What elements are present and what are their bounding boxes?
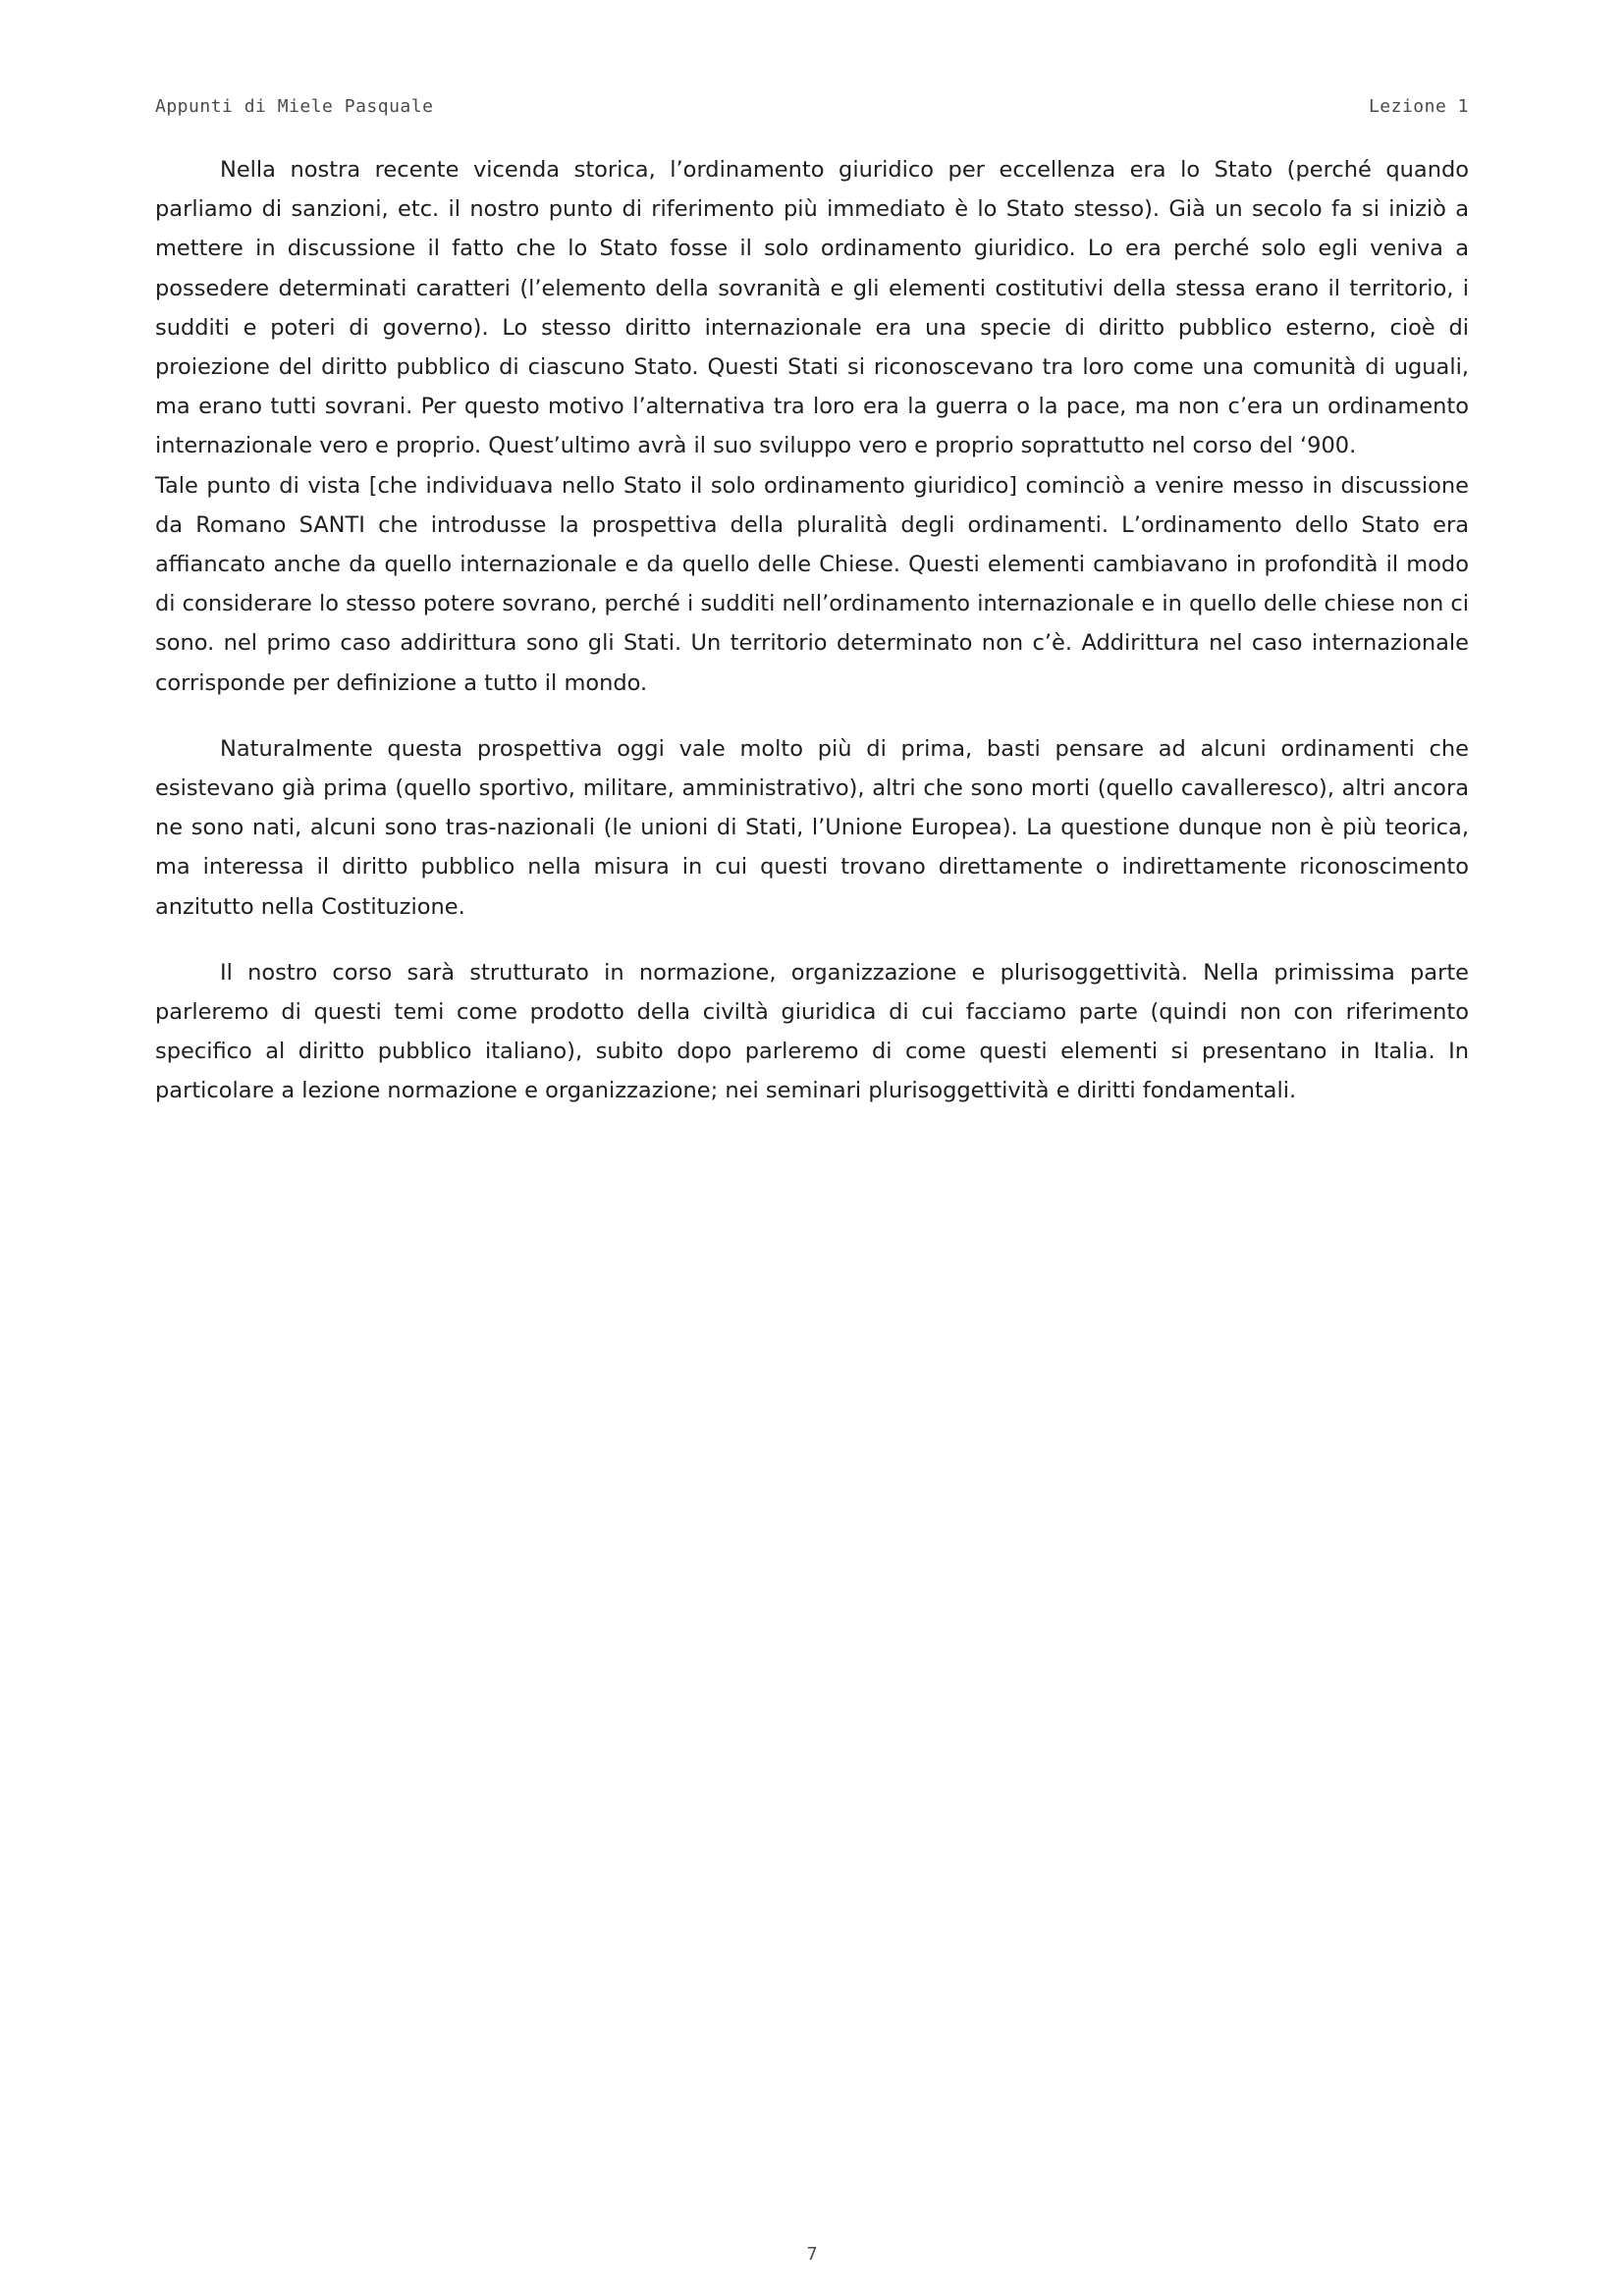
paragraph-3: Naturalmente questa prospettiva oggi vale molto più di prima, basti pensare ad alcuni ordinamenti che esistevano già prima (quello sportivo, militare, amministrativo), altri che sono morti (quello cavalleresco), altri ancora ne sono nati, alcuni sono tras-nazionali (le unioni di Stati, l’Unione Europea). La questione dunque non è più teorica, ma interessa il diritto pubblico nella misura in cui questi trovano direttamente o indirettamente riconoscimento anzitutto nella Costituzione. (155, 735, 1469, 920)
header-lesson: Lezione 1 (1368, 96, 1469, 117)
paragraph-2: Tale punto di vista [che individuava nello Stato il solo ordinamento giuridico] cominciò a venire messo in discussione da Romano SANTI che introdusse la prospettiva della pluralità degli ordinamenti. L’ordinamento dello Stato era affiancato anche da quello internazionale e da quello delle Chiese. Questi elementi cambiavano in profondità il modo di considerare lo stesso potere sovrano, perché i sudditi nell’ordinamento internazionale e in quello delle chiese non ci sono. nel primo caso addirittura sono gli Stati. Un territorio determinato non c’è. Addirittura nel caso internazionale corrisponde per definizione a tutto il mondo. (155, 472, 1469, 696)
document-body (155, 150, 1469, 1111)
paragraph-4: Il nostro corso sarà strutturato in normazione, organizzazione e plurisoggettività. Nella primissima parte parleremo di questi temi come prodotto della civiltà giuridica di cui facciamo parte (quindi non con riferimento specifico al diritto pubblico italiano), subito dopo parleremo di come questi elementi si presentano in Italia. In particolare a lezione normazione e organizzazione; nei seminari plurisoggettività e diritti fondamentali. (155, 959, 1469, 1104)
paragraph-1: Nella nostra recente vicenda storica, l’ordinamento giuridico per eccellenza era lo Stato (perché quando parliamo di sanzioni, etc. il nostro punto di riferimento più immediato è lo Stato stesso). Già un secolo fa si iniziò a mettere in discussione il fatto che lo Stato fosse il solo ordinamento giuridico. Lo era perché solo egli veniva a possedere determinati caratteri (l’elemento della sovranità e gli elementi costitutivi della stessa erano il territorio, i sudditi e poteri di governo). Lo stesso diritto internazionale era una specie di diritto pubblico esterno, cioè di proiezione del diritto pubblico di ciascuno Stato. Questi Stati si riconoscevano tra loro come una comunità di uguali, ma erano tutti sovrani. Per questo motivo l’alternativa tra loro era la guerra o la pace, ma non c’era un ordinamento internazionale vero e proprio. Quest’ultimo avrà il suo sviluppo vero e proprio soprattutto nel corso del ‘900. (155, 157, 1469, 459)
page-number: 7 (806, 2244, 818, 2265)
header-author: Appunti di Miele Pasquale (155, 96, 434, 117)
page-header (155, 96, 1469, 120)
